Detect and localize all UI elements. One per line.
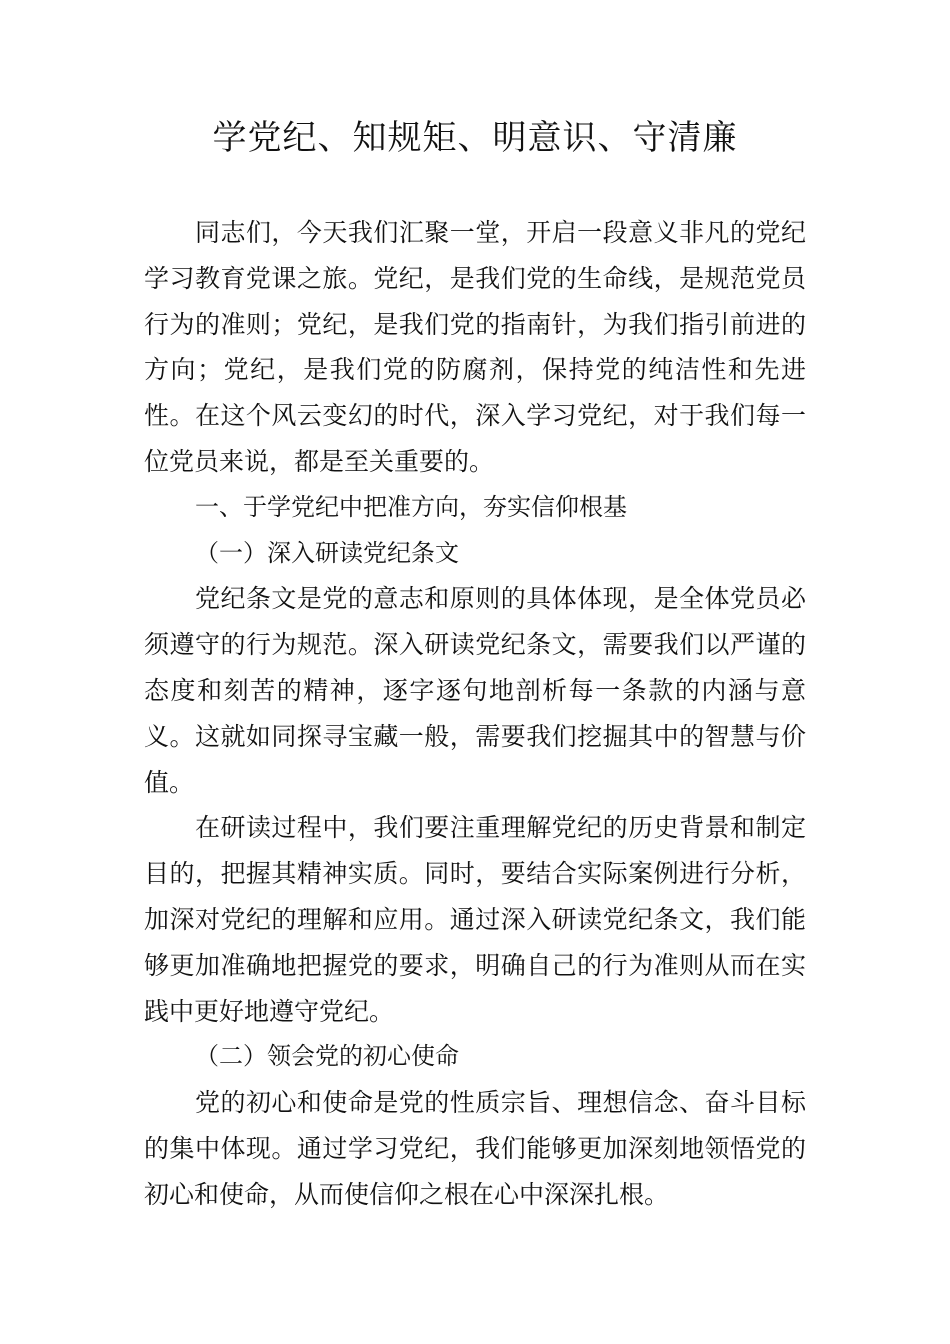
subsection-heading-2: （二）领会党的初心使命 [195,1042,459,1071]
section-heading-1: 一、于学党纪中把准方向，夯实信仰根基 [195,492,627,521]
paragraph-2: 在研读过程中，我们要注重理解党纪的历史背景和制定目的，把握其精神实质。同时，要结合实际案例进行分析，加深对党纪的理解和应用。通过深入研读党纪条文，我们能够更加准确地把握党的要求，明确自己的行为准则从而在实践中更好地遵守党纪。 [144,813,806,1026]
paragraph-3: 党的初心和使命是党的性质宗旨、理想信念、奋斗目标的集中体现。通过学习党纪，我们能够更加深刻地领悟党的初心和使命，从而使信仰之根在心中深深扎根。 [144,1088,806,1209]
document-body [144,210,806,1218]
document-title: 学党纪、知规矩、明意识、守清廉 [212,118,738,158]
paragraph-intro: 同志们，今天我们汇聚一堂，开启一段意义非凡的党纪学习教育党课之旅。党纪，是我们党的生命线，是规范党员行为的准则；党纪，是我们党的指南针，为我们指引前进的方向；党纪，是我们党的防腐剂，保持党的纯洁性和先进性。在这个风云变幻的时代，深入学习党纪，对于我们每一位党员来说，都是至关重要的。 [144,218,806,476]
paragraph-1: 党纪条文是党的意志和原则的具体体现，是全体党员必须遵守的行为规范。深入研读党纪条文，需要我们以严谨的态度和刻苦的精神，逐字逐句地剖析每一条款的内涵与意义。这就如同探寻宝藏一般，需要我们挖掘其中的智慧与价值。 [144,584,806,797]
subsection-heading-1: （一）深入研读党纪条文 [195,538,459,567]
